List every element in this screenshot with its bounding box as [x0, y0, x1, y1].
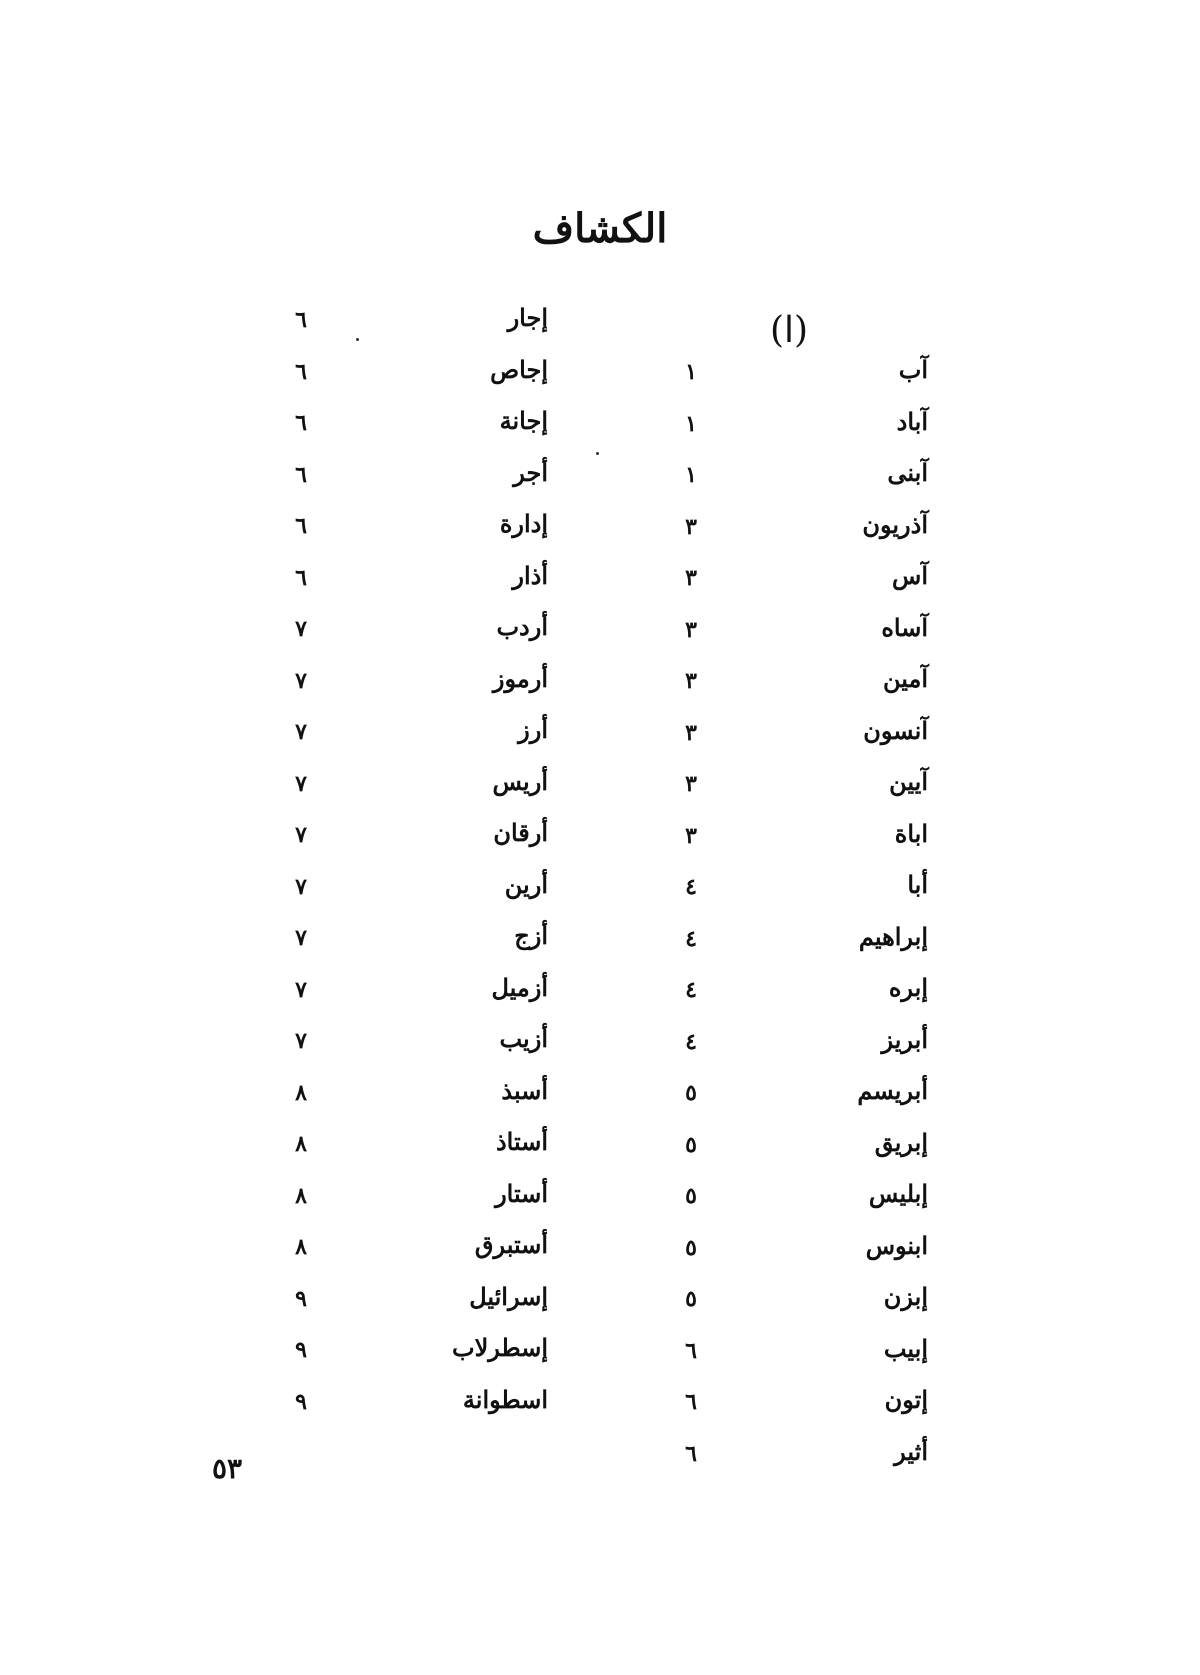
- index-entry-page: ٧: [295, 873, 307, 900]
- index-entry-word: أستبرق: [474, 1230, 548, 1259]
- index-entry-word: أثير: [894, 1436, 928, 1466]
- index-entry-word: إسرائيل: [469, 1281, 548, 1311]
- index-entry-page: ٣: [685, 719, 697, 746]
- index-entry-page: ٩: [295, 1285, 307, 1312]
- index-entry-page: ٧: [295, 667, 307, 694]
- index-entry-page: ٣: [685, 565, 697, 591]
- index-entry-word: آبنى: [887, 458, 928, 487]
- index-entry-word: إبيب: [883, 1333, 928, 1363]
- index-entry-word: أذار: [512, 560, 548, 590]
- scan-speck: [596, 452, 599, 455]
- index-entry-page: ٣: [685, 513, 697, 540]
- index-entry-word: أجر: [513, 457, 548, 487]
- page-number: ٥٣: [212, 1452, 243, 1485]
- index-entry-page: ٨: [295, 1079, 307, 1106]
- index-entry-word: إجاص: [490, 354, 548, 384]
- index-entry-page: ٥: [685, 1131, 697, 1158]
- index-entry-page: ٣: [685, 822, 697, 849]
- index-entry-page: ٥: [685, 1234, 697, 1261]
- index-entry-page: ٥: [685, 1183, 697, 1209]
- index-entry-page: ٧: [295, 616, 307, 642]
- index-entry-word: إبليس: [868, 1179, 928, 1208]
- index-entry-page: ٧: [295, 976, 307, 1003]
- page-title: الكشاف: [532, 205, 668, 252]
- index-entry-word: أزيب: [499, 1024, 548, 1053]
- index-entry-word: أرموز: [492, 663, 548, 693]
- index-entry-page: ٣: [685, 616, 697, 643]
- index-entry-word: إجار: [507, 303, 548, 332]
- index-entry-page: ٤: [685, 1028, 697, 1055]
- index-entry-page: ٦: [295, 461, 307, 488]
- index-entry-word: أبا: [907, 870, 928, 899]
- index-entry-page: ٦: [685, 1389, 697, 1415]
- index-entry-word: أزميل: [491, 972, 548, 1002]
- index-entry-word: آيين: [889, 767, 928, 796]
- index-entry-word: إبريق: [874, 1127, 928, 1157]
- index-entry-page: ٦: [685, 1337, 697, 1364]
- index-entry-page: ٩: [295, 1388, 307, 1415]
- index-entry-word: أردب: [496, 612, 548, 641]
- index-entry-page: ٨: [295, 1182, 307, 1209]
- index-entry-word: إبزن: [883, 1282, 928, 1311]
- index-entry-word: إجانة: [499, 406, 548, 435]
- index-entry-word: اباة: [894, 818, 928, 848]
- index-entry-page: ٧: [295, 925, 307, 951]
- index-entry-page: ٧: [295, 822, 307, 848]
- index-entry-word: إبره: [888, 973, 928, 1002]
- index-entry-page: ٦: [295, 358, 307, 385]
- index-entry-page: ٩: [295, 1337, 307, 1363]
- index-entry-page: ٥: [685, 1080, 697, 1106]
- index-entry-page: ٨: [295, 1131, 307, 1157]
- index-entry-page: ١: [685, 359, 697, 385]
- index-entry-word: إبراهيم: [858, 921, 928, 951]
- index-entry-word: آنسون: [863, 715, 928, 745]
- index-entry-word: أبريز: [881, 1024, 928, 1054]
- index-entry-word: آباد: [896, 406, 928, 436]
- index-entry-page: ٣: [685, 771, 697, 797]
- index-entry-page: ٦: [295, 564, 307, 591]
- index-entry-word: أرز: [518, 715, 548, 744]
- section-letter-heading: (ا): [770, 310, 809, 351]
- index-entry-word: أرين: [504, 869, 548, 899]
- index-entry-word: آمين: [882, 664, 928, 693]
- index-entry-page: ٤: [685, 977, 697, 1003]
- index-entry-word: أرقان: [493, 818, 548, 847]
- index-entry-page: ٤: [685, 925, 697, 952]
- index-entry-word: إسطرلاب: [452, 1333, 548, 1362]
- index-entry-page: ١: [685, 462, 697, 488]
- index-entry-page: ٧: [295, 770, 307, 797]
- index-entry-page: ٥: [685, 1286, 697, 1312]
- index-entry-word: اسطوانة: [462, 1384, 548, 1414]
- index-entry-word: آب: [898, 355, 928, 384]
- index-entry-word: أسبذ: [501, 1075, 548, 1105]
- index-entry-word: آذريون: [862, 509, 928, 539]
- index-entry-page: ٧: [295, 719, 307, 745]
- index-entry-word: إدارة: [499, 509, 548, 538]
- index-entry-word: آساه: [881, 612, 928, 642]
- index-entry-page: ٦: [295, 410, 307, 436]
- index-entry-page: ٣: [685, 668, 697, 694]
- index-entry-word: أستاذ: [495, 1127, 548, 1156]
- index-entry-word: أريس: [492, 766, 548, 796]
- index-entry-page: ٤: [685, 874, 697, 900]
- index-entry-page: ٦: [685, 1440, 697, 1467]
- index-entry-page: ٧: [295, 1028, 307, 1054]
- index-entry-word: أستار: [495, 1178, 548, 1208]
- index-entry-page: ٦: [295, 513, 307, 539]
- index-entry-page: ٦: [295, 307, 307, 333]
- index-entry-word: أبريسم: [857, 1076, 928, 1105]
- scan-speck: [356, 338, 359, 341]
- index-entry-word: ابنوس: [865, 1230, 928, 1260]
- index-entry-word: آس: [892, 561, 928, 590]
- index-entry-page: ١: [685, 410, 697, 437]
- index-entry-word: إتون: [884, 1385, 928, 1414]
- index-entry-page: ٨: [295, 1234, 307, 1260]
- index-entry-word: أزج: [514, 921, 548, 950]
